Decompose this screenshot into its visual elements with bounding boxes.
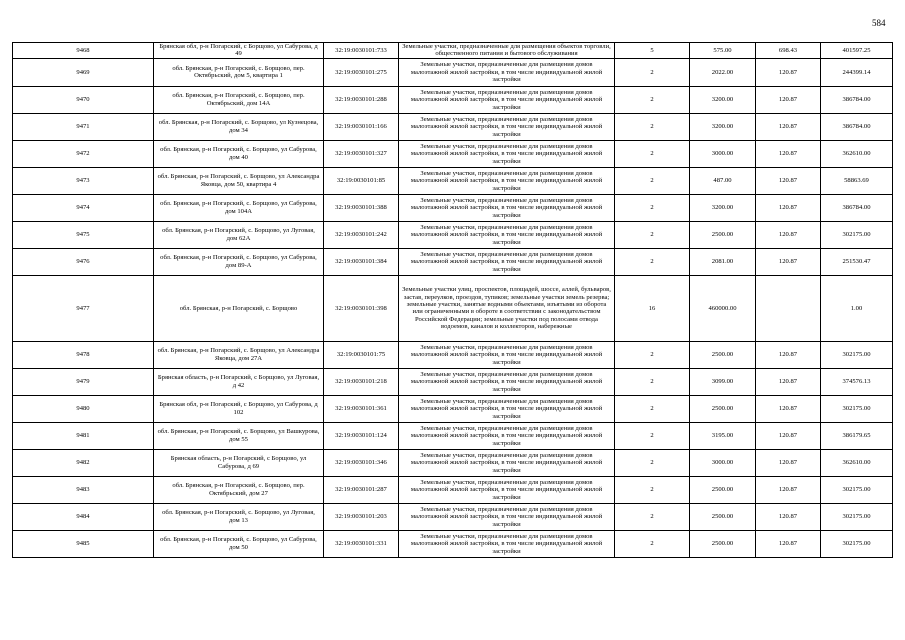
cadastral-number-cell: 32:19:0030101:275: [324, 58, 399, 86]
table-row: [13, 275, 893, 341]
area-cell: 2500.00: [690, 221, 756, 248]
area-cell: 3000.00: [690, 140, 756, 167]
table-row: [13, 86, 893, 113]
row-number: 9473: [13, 167, 154, 194]
cadastral-number-cell: 32:19:0030101:346: [324, 449, 399, 476]
rate-cell: 120.87: [756, 194, 821, 221]
table-row: [13, 530, 893, 557]
rate-cell: 120.87: [756, 503, 821, 530]
table-row: [13, 43, 893, 59]
row-number: 9482: [13, 449, 154, 476]
group-cell: 2: [615, 368, 690, 395]
table-row: [13, 476, 893, 503]
group-cell: 2: [615, 248, 690, 275]
cadastral-number-cell: 32:19:0030101:398: [324, 275, 399, 341]
table-row: [13, 140, 893, 167]
group-cell: 2: [615, 476, 690, 503]
registry-table: [12, 42, 893, 558]
rate-cell: 120.87: [756, 140, 821, 167]
cadastral-number-cell: 32:19:0030101:287: [324, 476, 399, 503]
rate-cell: 120.87: [756, 422, 821, 449]
table-row: [13, 167, 893, 194]
land-use-cell: Земельные участки, предназначенные для размещения домов малоэтажной жилой застройки, в том числе индивидуальной жилой застройки: [399, 395, 615, 422]
rate-cell: 698.43: [756, 43, 821, 59]
cadastral-number-cell: 32:19:0030101:388: [324, 194, 399, 221]
address-cell: Брянская область, р-н Погарский, с Борщово, ул Сабурова, д 69: [154, 449, 324, 476]
table-row: [13, 58, 893, 86]
area-cell: 2081.00: [690, 248, 756, 275]
land-use-cell: Земельные участки, предназначенные для размещения домов малоэтажной жилой застройки, в том числе индивидуальной жилой застройки: [399, 58, 615, 86]
cadastral-value-cell: 386784.00: [821, 194, 893, 221]
row-number: 9468: [13, 43, 154, 59]
land-use-cell: Земельные участки, предназначенные для размещения домов малоэтажной жилой застройки, в том числе индивидуальной жилой застройки: [399, 140, 615, 167]
row-number: 9475: [13, 221, 154, 248]
land-use-cell: Земельные участки, предназначенные для размещения домов малоэтажной жилой застройки, в том числе индивидуальной жилой застройки: [399, 503, 615, 530]
address-cell: обл. Брянская, р-н Погарский, с. Борщово, ул Сабурова, дом 40: [154, 140, 324, 167]
rate-cell: [756, 275, 821, 341]
row-number: 9470: [13, 86, 154, 113]
land-use-cell: Земельные участки, предназначенные для размещения домов малоэтажной жилой застройки, в том числе индивидуальной жилой застройки: [399, 86, 615, 113]
table-row: [13, 221, 893, 248]
row-number: 9483: [13, 476, 154, 503]
land-use-cell: Земельные участки, предназначенные для размещения домов малоэтажной жилой застройки, в том числе индивидуальной жилой застройки: [399, 368, 615, 395]
cadastral-value-cell: 302175.00: [821, 530, 893, 557]
area-cell: 2500.00: [690, 395, 756, 422]
address-cell: обл. Брянская, р-н Погарский, с. Борщово, ул Александра Яковца, дом 27А: [154, 341, 324, 368]
land-use-cell: Земельные участки, предназначенные для размещения домов малоэтажной жилой застройки, в том числе индивидуальной жилой застройки: [399, 194, 615, 221]
area-cell: 3200.00: [690, 194, 756, 221]
cadastral-number-cell: 32:19:0030101:384: [324, 248, 399, 275]
address-cell: Брянская обл, р-н Погарский, с Борщово, ул Сабурова, д 49: [154, 43, 324, 59]
land-use-cell: Земельные участки, предназначенные для размещения домов малоэтажной жилой застройки, в том числе индивидуальной жилой застройки: [399, 341, 615, 368]
address-cell: обл. Брянская, р-н Погарский, с. Борщово: [154, 275, 324, 341]
rate-cell: 120.87: [756, 449, 821, 476]
cadastral-value-cell: 401597.25: [821, 43, 893, 59]
land-use-cell: Земельные участки улиц, проспектов, площадей, шоссе, аллей, бульваров, застав, переулков, проездов, тупиков; земельные участки земель резерва; земельные участки, занятые водными объектами, изъятыми из оборота или ограниченными в обороте в соответствии с законодательством Российской Федерации; земельные участки под полосами отвода водоемов, каналов и коллекторов, набережные: [399, 275, 615, 341]
address-cell: обл. Брянская, р-н Погарский, с. Борщово, пер. Октябрьский, дом 14А: [154, 86, 324, 113]
cadastral-number-cell: 32:19:0030101:75: [324, 341, 399, 368]
row-number: 9476: [13, 248, 154, 275]
row-number: 9469: [13, 58, 154, 86]
address-cell: обл. Брянская, р-н Погарский, с. Борщово, ул Сабурова, дом 50: [154, 530, 324, 557]
address-cell: обл. Брянская, р-н Погарский, с. Борщово, пер. Октябрьский, дом 27: [154, 476, 324, 503]
row-number: 9484: [13, 503, 154, 530]
land-use-cell: Земельные участки, предназначенные для размещения объектов торговли, общественного питания и бытового обслуживания: [399, 43, 615, 59]
land-use-cell: Земельные участки, предназначенные для размещения домов малоэтажной жилой застройки, в том числе индивидуальной жилой застройки: [399, 449, 615, 476]
address-cell: обл. Брянская, р-н Погарский, с. Борщово, ул Луговая, дом 13: [154, 503, 324, 530]
cadastral-value-cell: 302175.00: [821, 503, 893, 530]
land-use-cell: Земельные участки, предназначенные для размещения домов малоэтажной жилой застройки, в том числе индивидуальной жилой застройки: [399, 113, 615, 140]
cadastral-number-cell: 32:19:0030101:166: [324, 113, 399, 140]
area-cell: 460000.00: [690, 275, 756, 341]
land-use-cell: Земельные участки, предназначенные для размещения домов малоэтажной жилой застройки, в том числе индивидуальной жилой застройки: [399, 422, 615, 449]
group-cell: 5: [615, 43, 690, 59]
row-number: 9478: [13, 341, 154, 368]
cadastral-value-cell: 1.00: [821, 275, 893, 341]
table-row: [13, 368, 893, 395]
cadastral-value-cell: 302175.00: [821, 476, 893, 503]
address-cell: обл. Брянская, р-н Погарский, с. Борщово, ул Луговая, дом 62А: [154, 221, 324, 248]
table-row: [13, 395, 893, 422]
group-cell: 16: [615, 275, 690, 341]
row-number: 9480: [13, 395, 154, 422]
rate-cell: 120.87: [756, 86, 821, 113]
rate-cell: 120.87: [756, 530, 821, 557]
cadastral-number-cell: 32:19:0030101:203: [324, 503, 399, 530]
area-cell: 3200.00: [690, 86, 756, 113]
group-cell: 2: [615, 58, 690, 86]
cadastral-value-cell: 362610.00: [821, 140, 893, 167]
area-cell: 487.00: [690, 167, 756, 194]
address-cell: обл. Брянская, р-н Погарский, с. Борщово, ул Вашкурова, дом 55: [154, 422, 324, 449]
address-cell: Брянская область, р-н Погарский, с Борщово, ул Луговая, д 42: [154, 368, 324, 395]
cadastral-value-cell: 302175.00: [821, 221, 893, 248]
rate-cell: 120.87: [756, 221, 821, 248]
table-row: [13, 449, 893, 476]
address-cell: Брянская обл, р-н Погарский, с Борщово, ул Сабурова, д 102: [154, 395, 324, 422]
group-cell: 2: [615, 449, 690, 476]
address-cell: обл. Брянская, р-н Погарский, с. Борщово, ул Сабурова, дом 89-А: [154, 248, 324, 275]
row-number: 9481: [13, 422, 154, 449]
cadastral-number-cell: 32:19:0030101:361: [324, 395, 399, 422]
cadastral-value-cell: 244399.14: [821, 58, 893, 86]
group-cell: 2: [615, 140, 690, 167]
row-number: 9474: [13, 194, 154, 221]
cadastral-number-cell: 32:19:0030101:242: [324, 221, 399, 248]
cadastral-value-cell: 251530.47: [821, 248, 893, 275]
area-cell: 3195.00: [690, 422, 756, 449]
cadastral-value-cell: 386179.65: [821, 422, 893, 449]
area-cell: 2500.00: [690, 476, 756, 503]
area-cell: 575.00: [690, 43, 756, 59]
table-row: [13, 113, 893, 140]
group-cell: 2: [615, 503, 690, 530]
table-row: [13, 341, 893, 368]
row-number: 9472: [13, 140, 154, 167]
rate-cell: 120.87: [756, 476, 821, 503]
rate-cell: 120.87: [756, 113, 821, 140]
rate-cell: 120.87: [756, 58, 821, 86]
address-cell: обл. Брянская, р-н Погарский, с. Борщово, ул Александра Яковца, дом 50, квартира 4: [154, 167, 324, 194]
area-cell: 2500.00: [690, 341, 756, 368]
group-cell: 2: [615, 194, 690, 221]
group-cell: 2: [615, 167, 690, 194]
address-cell: обл. Брянская, р-н Погарский, с. Борщово, ул Кузнецова, дом 34: [154, 113, 324, 140]
area-cell: 3000.00: [690, 449, 756, 476]
cadastral-number-cell: 32:19:0030101:733: [324, 43, 399, 59]
cadastral-number-cell: 32:19:0030101:331: [324, 530, 399, 557]
group-cell: 2: [615, 530, 690, 557]
land-use-cell: Земельные участки, предназначенные для размещения домов малоэтажной жилой застройки, в том числе индивидуальной жилой застройки: [399, 221, 615, 248]
table-row: [13, 503, 893, 530]
group-cell: 2: [615, 113, 690, 140]
group-cell: 2: [615, 86, 690, 113]
cadastral-value-cell: 302175.00: [821, 395, 893, 422]
land-use-cell: Земельные участки, предназначенные для размещения домов малоэтажной жилой застройки, в том числе индивидуальной жилой застройки: [399, 167, 615, 194]
rate-cell: 120.87: [756, 395, 821, 422]
cadastral-number-cell: 32:19:0030101:124: [324, 422, 399, 449]
group-cell: 2: [615, 221, 690, 248]
row-number: 9485: [13, 530, 154, 557]
area-cell: 3200.00: [690, 113, 756, 140]
rate-cell: 120.87: [756, 167, 821, 194]
cadastral-value-cell: 58863.69: [821, 167, 893, 194]
row-number: 9471: [13, 113, 154, 140]
area-cell: 3099.00: [690, 368, 756, 395]
area-cell: 2500.00: [690, 530, 756, 557]
table-row: [13, 194, 893, 221]
cadastral-number-cell: 32:19:0030101:327: [324, 140, 399, 167]
cadastral-value-cell: 374576.13: [821, 368, 893, 395]
land-use-cell: Земельные участки, предназначенные для размещения домов малоэтажной жилой застройки, в том числе индивидуальной жилой застройки: [399, 476, 615, 503]
address-cell: обл. Брянская, р-н Погарский, с. Борщово, ул Сабурова, дом 104А: [154, 194, 324, 221]
cadastral-number-cell: 32:19:0030101:218: [324, 368, 399, 395]
row-number: 9479: [13, 368, 154, 395]
group-cell: 2: [615, 395, 690, 422]
address-cell: обл. Брянская, р-н Погарский, с. Борщово, пер. Октябрьский, дом 5, квартира 1: [154, 58, 324, 86]
table-row: [13, 248, 893, 275]
page-number: 584: [872, 18, 886, 28]
group-cell: 2: [615, 422, 690, 449]
table-row: [13, 422, 893, 449]
area-cell: 2022.00: [690, 58, 756, 86]
row-number: 9477: [13, 275, 154, 341]
area-cell: 2500.00: [690, 503, 756, 530]
rate-cell: 120.87: [756, 248, 821, 275]
cadastral-value-cell: 386784.00: [821, 113, 893, 140]
cadastral-number-cell: 32:19:0030101:288: [324, 86, 399, 113]
land-use-cell: Земельные участки, предназначенные для размещения домов малоэтажной жилой застройки, в том числе индивидуальной жилой застройки: [399, 248, 615, 275]
cadastral-value-cell: 302175.00: [821, 341, 893, 368]
cadastral-number-cell: 32:19:0030101:85: [324, 167, 399, 194]
rate-cell: 120.87: [756, 341, 821, 368]
group-cell: 2: [615, 341, 690, 368]
land-use-cell: Земельные участки, предназначенные для размещения домов малоэтажной жилой застройки, в том числе индивидуальной жилой застройки: [399, 530, 615, 557]
cadastral-value-cell: 386784.00: [821, 86, 893, 113]
rate-cell: 120.87: [756, 368, 821, 395]
cadastral-value-cell: 362610.00: [821, 449, 893, 476]
